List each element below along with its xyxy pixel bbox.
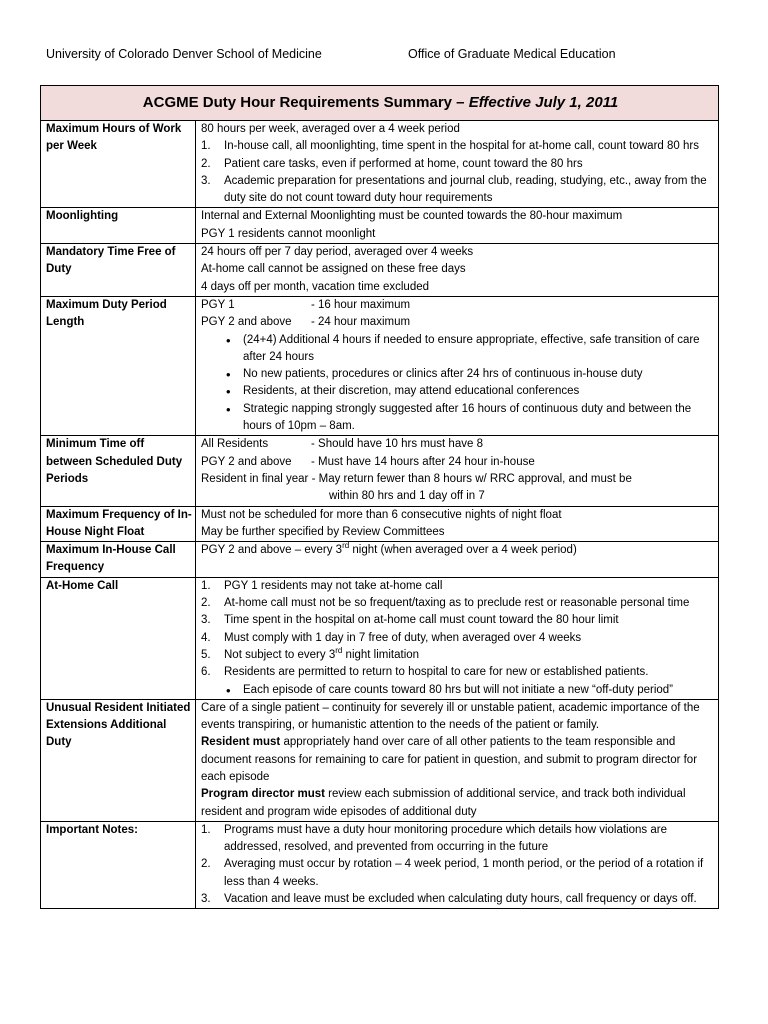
text-paragraph: Care of a single patient – continuity for severely ill or unstable patient, academic importance of the events transpiring, or humanistic attention to the needs of the patient or family.	[201, 701, 700, 732]
numbered-list	[201, 822, 715, 908]
duty-hours-table	[40, 85, 719, 909]
list-item: 1. Programs must have a duty hour monitoring procedure which details how violations are addressed, resolved, and prevented from occurring in the future	[201, 823, 667, 854]
text-line: Resident in final year - May return fewer than 8 hours w/ RRC approval, and must be	[201, 472, 632, 485]
list-item: • Strategic napping strongly suggested after 16 hours of continuous duty and between the hours of 10pm – 8am.	[243, 401, 715, 436]
row-label: Maximum Hours of Work per Week	[41, 121, 196, 208]
title-effective: Effective July 1, 2011	[468, 94, 619, 112]
page-header	[46, 47, 726, 65]
list-item: • No new patients, procedures or clinics after 24 hrs of continuous in-house duty	[243, 366, 715, 383]
title-main: ACGME Duty Hour Requirements Summary –	[142, 94, 465, 112]
list-item: 5. Not subject to every 3rd night limitation	[201, 646, 420, 661]
row-label: Minimum Time off between Scheduled Duty Periods	[41, 436, 196, 506]
text-line: PGY 2 and above - 24 hour maximum	[201, 316, 411, 329]
text-line: PGY 1 residents cannot moonlight	[201, 227, 376, 240]
text-paragraph: Program director must review each submission of additional service, and track both individual resident and program wide episodes of additional duty	[201, 788, 686, 818]
row-label: Mandatory Time Free of Duty	[41, 244, 196, 297]
office-name: Office of Graduate Medical Education	[408, 47, 616, 61]
list-item: 1. PGY 1 residents may not take at-home call	[201, 579, 443, 592]
text-line: At-home call cannot be assigned on these free days	[201, 263, 466, 276]
row-label: At-Home Call	[41, 577, 196, 699]
list-item: 2. Averaging must occur by rotation – 4 week period, 1 month period, or the period of a rotation if less than 4 weeks.	[201, 858, 704, 888]
row-content	[196, 436, 719, 506]
row-label: Maximum Frequency of In-House Night Float	[41, 506, 196, 542]
table-title	[41, 86, 719, 121]
row-label: Maximum In-House Call Frequency	[41, 542, 196, 578]
bullet-list	[201, 332, 715, 436]
numbered-list	[201, 138, 715, 207]
row-content	[196, 542, 719, 578]
table-row	[41, 121, 719, 208]
table-row	[41, 821, 719, 908]
row-label: Unusual Resident Initiated Extensions Additional Duty	[41, 699, 196, 821]
numbered-list	[201, 578, 715, 682]
table-row	[41, 577, 719, 699]
table-row	[41, 699, 719, 821]
row-content	[196, 208, 719, 244]
text-line: PGY 2 and above – every 3rd night (when averaged over a 4 week period)	[201, 541, 577, 557]
list-item: 2. Patient care tasks, even if performed at home, count toward the 80 hrs	[201, 157, 583, 170]
list-item: 3. Time spent in the hospital on at-home call must count toward the 80 hour limit	[201, 614, 619, 627]
table-row	[41, 506, 719, 542]
text-line: PGY 2 and above - Must have 14 hours after 24 hour in-house	[201, 455, 535, 468]
table-row	[41, 208, 719, 244]
text-line: May be further specified by Review Committees	[201, 525, 445, 538]
list-item: 6. Residents are permitted to return to hospital to care for new or established patients.	[201, 666, 649, 679]
text-line: within 80 hrs and 1 day off in 7	[329, 490, 485, 503]
row-label: Moonlighting	[41, 208, 196, 244]
table-row	[41, 296, 719, 435]
row-content	[196, 821, 719, 908]
list-item: • Each episode of care counts toward 80 hrs but will not initiate a new “off-duty period”	[243, 682, 715, 699]
text-line: 24 hours off per 7 day period, averaged over 4 weeks	[201, 246, 474, 259]
list-item: 2. At-home call must not be so frequent/taxing as to preclude rest or reasonable personal time	[201, 597, 690, 610]
row-label: Important Notes:	[41, 821, 196, 908]
text-line: 4 days off per month, vacation time excluded	[201, 280, 430, 293]
table-row	[41, 542, 719, 578]
text-line: All Residents - Should have 10 hrs must have 8	[201, 438, 483, 451]
list-item: 3. Vacation and leave must be excluded when calculating duty hours, call frequency or days off.	[201, 893, 697, 906]
row-label: Maximum Duty Period Length	[41, 296, 196, 435]
title-row	[41, 86, 719, 121]
row-content	[196, 244, 719, 297]
row-content	[196, 577, 719, 699]
list-item: 3. Academic preparation for presentations and journal club, reading, studying, etc., away from the duty site do not count toward duty hour requirements	[201, 174, 707, 205]
row-content	[196, 121, 719, 208]
list-item: • Residents, at their discretion, may attend educational conferences	[243, 383, 715, 400]
list-item: • (24+4) Additional 4 hours if needed to ensure appropriate, effective, safe transition of care after 24 hours	[243, 332, 715, 367]
row-content	[196, 296, 719, 435]
text-line: PGY 1 - 16 hour maximum	[201, 298, 411, 311]
text-line: Internal and External Moonlighting must be counted towards the 80-hour maximum	[201, 210, 623, 223]
list-item: 1. In-house call, all moonlighting, time spent in the hospital for at-home call, count toward 80 hrs	[201, 140, 699, 153]
text-line: Must not be scheduled for more than 6 consecutive nights of night float	[201, 508, 562, 521]
text-line: 80 hours per week, averaged over a 4 week period	[201, 123, 460, 135]
table-row	[41, 436, 719, 506]
institution-name: University of Colorado Denver School of Medicine	[46, 47, 322, 61]
row-content	[196, 699, 719, 821]
table-row	[41, 244, 719, 297]
bullet-list	[201, 682, 715, 699]
list-item: 4. Must comply with 1 day in 7 free of duty, when averaged over 4 weeks	[201, 631, 582, 644]
row-content	[196, 506, 719, 542]
text-paragraph: Resident must appropriately hand over care of all other patients to the team responsible and document reasons for remaining to care for patient in question, and submit to program director for each episode	[201, 736, 698, 783]
